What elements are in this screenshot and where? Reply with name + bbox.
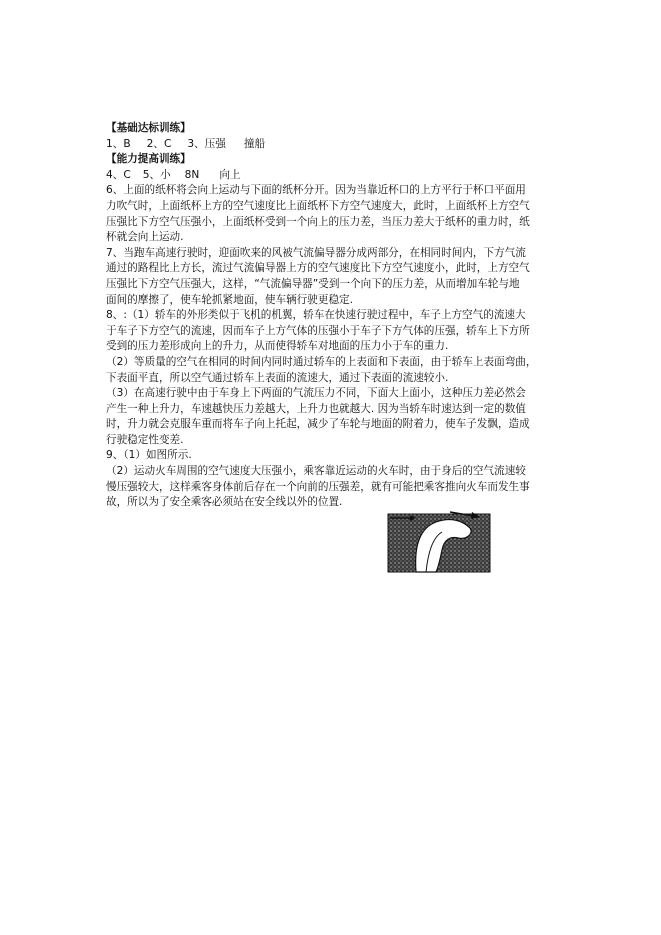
q6-line: 6、上面的纸杯将会向上运动与下面的纸杯分开。因为当靠近杯口的上方平行于杯口平面用 xyxy=(106,184,526,197)
q9-line: 故，所以为了安全乘客必须站在安全线以外的位置. xyxy=(106,496,343,509)
q9-line: （2）运动火车周围的空气速度大压强小，乘客靠近运动的火车时，由于身后的空气流速较 xyxy=(106,465,526,478)
q6-line: 压强比下方空气压强小，上面纸杯受到一个向上的压力差，当压力差大于纸杯的重力时，纸 xyxy=(106,215,530,228)
q8-line: （3）在高速行驶中由于车身上下两面的气流压力不同，下面大上面小，这种压力差必然会 xyxy=(106,387,526,400)
q7-line: 面间的摩擦了，使车轮抓紧地面，使车辆行驶更稳定. xyxy=(106,293,354,306)
answer-4: 4、C xyxy=(106,168,131,181)
q8-line: 产生一种上升力，车速越快压力差越大，上升力也就越大. 因为当轿车时速达到一定的数值 xyxy=(106,402,526,415)
q8-line: 8、:（1）轿车的外形类似于飞机的机翼，轿车在快速行驶过程中，车子上方空气的流速大 xyxy=(106,309,526,322)
q6-line: 杯就会向上运动. xyxy=(106,231,184,244)
q8-line: （2）等质量的空气在相同的时间内同时通过轿车的上表面和下表面，由于轿车上表面弯曲， xyxy=(106,355,537,368)
answer-5: 5、小 xyxy=(142,168,171,181)
answers-advanced-row xyxy=(106,168,576,184)
q7-line: 压强比下方空气压强大，这样，“气流偏导器”受到一个向下的压力差，从而增加车轮与地 xyxy=(106,277,520,290)
q8-line: 受到的压力差形成向上的升力，从而使得轿车对地面的压力小于车的重力. xyxy=(106,340,449,353)
q8-line: 时，升力就会克服车重而将车子向上托起，减少了车轮与地面的附着力，使车子发飘，造成 xyxy=(106,418,530,431)
answer-3-extra: 撞船 xyxy=(243,137,266,150)
q7-line: 通过的路程比上方长，流过气流偏导器上方的空气速度比下方空气速度小，此时，上方空气 xyxy=(106,262,530,275)
question-9-answer xyxy=(106,448,576,510)
q6-line: 力吹气时，上面纸杯上方的空气速度比上面纸杯下方空气速度大，此时，上面纸杯上方空气 xyxy=(106,199,530,212)
heading-advanced-training: 【能力提高训练】 xyxy=(106,153,191,166)
answer-2: 2、C xyxy=(146,137,172,150)
q9-line: 慢压强较大，这样乘客身体前后存在一个向前的压强差，就有可能把乘客推向火车而发生事 xyxy=(106,480,530,493)
heading-basic-training: 【基础达标训练】 xyxy=(106,122,191,134)
question-7-answer xyxy=(106,246,576,308)
answer-content xyxy=(106,121,576,511)
answer-5-force: 8N xyxy=(184,168,200,181)
question-6-answer xyxy=(106,183,576,245)
question-8-answer xyxy=(106,308,576,448)
answer-5-direction: 向上 xyxy=(219,168,241,181)
answer-1: 1、B xyxy=(106,137,131,150)
answers-basic-row xyxy=(106,137,576,153)
q9-line: 9、（1）如图所示. xyxy=(106,449,192,462)
q8-line: 下表面平直，所以空气通过轿车上表面的流速大，通过下表面的流速较小. xyxy=(106,371,449,384)
q7-line: 7、当跑车高速行驶时，迎面吹来的风被气流偏导器分成两部分，在相同时间内，下方气流 xyxy=(106,246,526,259)
q8-line: 行驶稳定性变差. xyxy=(106,433,184,446)
q8-line: 于车子下方空气的流速，因而车子上方气体的压强小于车子下方气体的压强，轿车上下方所 xyxy=(106,324,530,337)
airflow-figure xyxy=(386,506,492,574)
answer-3: 3、压强 xyxy=(187,137,226,150)
